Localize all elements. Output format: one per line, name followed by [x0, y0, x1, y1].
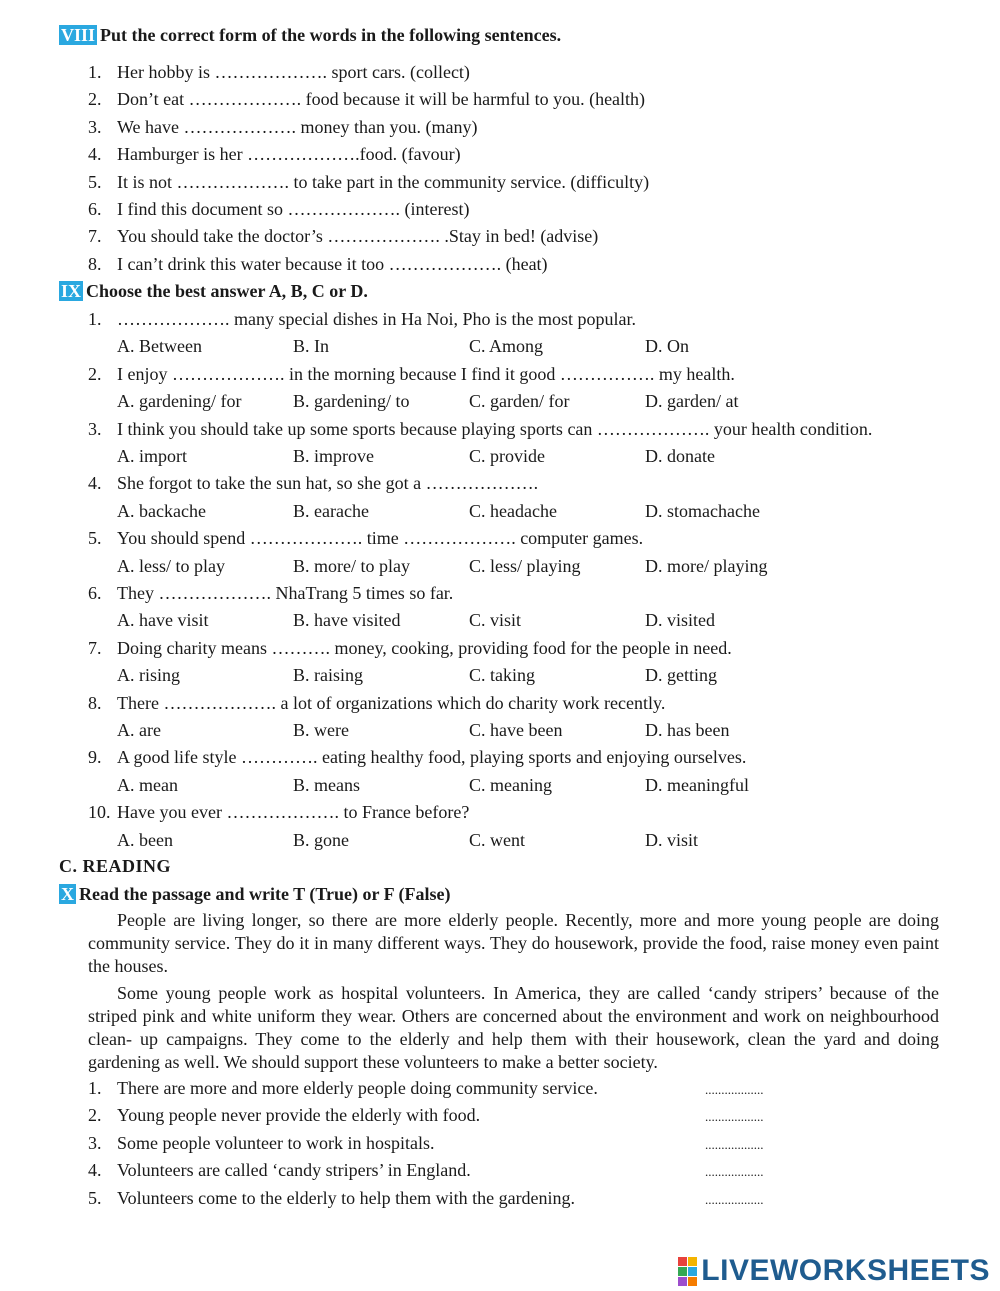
answer-option[interactable]: D. has been [645, 720, 730, 740]
answer-option[interactable]: D. more/ playing [645, 555, 768, 576]
exercise-item [88, 61, 470, 83]
question-text: I think you should take up some sports because playing sports can ………………. your health condition. [117, 418, 873, 439]
section-ix-title: Choose the best answer A, B, C or D. [86, 281, 368, 301]
item-number: 3. [88, 116, 102, 137]
true-false-statement [88, 1104, 480, 1126]
section-ix-badge: IX [61, 281, 82, 301]
liveworksheets-logo [678, 1254, 990, 1288]
question-item [88, 472, 538, 494]
answer-option[interactable]: B. means [293, 774, 360, 795]
exercise-item [88, 225, 598, 247]
passage-paragraph: People are living longer, so there are more elderly people. Recently, more and more young people are doing community service. They do it in many different ways. They do housework, provide the food, raise money even paint the houses. [88, 910, 939, 976]
question-item [88, 637, 732, 659]
question-item [88, 582, 453, 604]
logo-block [678, 1267, 687, 1276]
question-text: You should spend ………………. time ………………. computer games. [117, 528, 644, 549]
question-item [88, 801, 469, 823]
answer-option[interactable]: C. visit [469, 610, 522, 631]
question-item [88, 308, 636, 330]
answer-option[interactable]: C. garden/ for [469, 391, 570, 412]
statement-text: Volunteers come to the elderly to help them with the gardening. [117, 1187, 576, 1208]
answer-option[interactable]: D. On [645, 336, 689, 357]
logo-block [688, 1257, 697, 1266]
question-number: 7. [88, 637, 102, 658]
item-text: I find this document so ………………. (interest) [117, 199, 470, 219]
section-x-header [59, 883, 450, 905]
section-viii-title: Put the correct form of the words in the following sentences. [100, 25, 562, 45]
section-x-title: Read the passage and write T (True) or F (False) [79, 884, 451, 904]
true-false-statement [88, 1077, 598, 1099]
question-item [88, 363, 735, 385]
answer-option[interactable]: A. rising [117, 665, 180, 686]
exercise-item [88, 143, 461, 165]
item-number: 7. [88, 226, 102, 247]
logo-text: LIVEWORKSHEETS [701, 1254, 990, 1287]
logo-block [678, 1277, 687, 1286]
answer-option[interactable]: D. getting [645, 665, 717, 686]
answer-option[interactable]: D. garden/ at [645, 391, 739, 412]
exercise-item [88, 253, 548, 275]
item-number: 1. [88, 62, 102, 82]
question-item [88, 746, 746, 768]
item-text: Hamburger is her ……………….food. (favour) [117, 144, 461, 165]
item-text: I can’t drink this water because it too ………………. (heat) [117, 253, 548, 274]
item-number: 6. [88, 199, 102, 219]
statement-number: 4. [88, 1160, 102, 1181]
statement-text: Volunteers are called ‘candy stripers’ in England. [117, 1160, 471, 1181]
logo-block [688, 1267, 697, 1276]
item-text: It is not ………………. to take part in the community service. (difficulty) [117, 171, 650, 192]
answer-option[interactable]: C. provide [469, 446, 545, 466]
item-number: 8. [88, 253, 102, 274]
exercise-item [88, 88, 645, 110]
question-text: They ………………. NhaTrang 5 times so far. [117, 583, 454, 603]
section-viii-header [59, 24, 561, 46]
statement-number: 5. [88, 1187, 102, 1208]
question-item [88, 527, 643, 549]
true-false-statement [88, 1132, 434, 1154]
question-text: Have you ever ………………. to France before? [117, 802, 470, 823]
statement-number: 3. [88, 1132, 102, 1153]
logo-block [678, 1257, 687, 1266]
answer-option[interactable]: C. Among [469, 336, 544, 357]
answer-option[interactable]: C. went [469, 829, 525, 850]
question-text: There ………………. a lot of organizations which do charity work recently. [117, 692, 666, 713]
question-number: 9. [88, 747, 102, 768]
answer-option[interactable]: B. were [293, 720, 349, 740]
answer-option[interactable]: D. stomachache [645, 500, 760, 521]
exercise-item [88, 116, 477, 138]
question-item [88, 692, 665, 714]
question-text: I enjoy ………………. in the morning because I find it good ……………. my health. [117, 363, 735, 384]
section-c-title: C. READING [59, 856, 172, 876]
item-number: 5. [88, 171, 102, 192]
answer-option[interactable]: D. visit [645, 829, 699, 850]
answer-option[interactable]: B. improve [293, 446, 374, 466]
question-text: A good life style …………. eating healthy food, playing sports and enjoying ourselves. [117, 747, 747, 768]
question-text: Doing charity means ………. money, cooking, providing food for the people in need. [117, 637, 732, 658]
answer-blank[interactable]: .................. [705, 1191, 764, 1207]
logo-blocks-icon [678, 1257, 697, 1286]
question-number: 3. [88, 418, 102, 439]
answer-option[interactable]: B. more/ to play [293, 555, 410, 576]
answer-option[interactable]: C. meaning [469, 774, 552, 795]
answer-option[interactable]: C. taking [469, 665, 535, 686]
answer-option[interactable]: A. gardening/ for [117, 391, 242, 412]
answer-option[interactable]: B. earache [293, 500, 369, 521]
passage-paragraph: Some young people work as hospital volunteers. In America, they are called ‘candy stripers’ because of the striped pink and white uniform they wear. Others are concerned about the environment and work on neighbourhood clean- up campaigns. They come to the elderly and help them with their housework, clean the yard and doing gardening as well. We should support these volunteers to make a better society. [88, 983, 939, 1072]
answer-option[interactable]: A. backache [117, 500, 206, 521]
item-number: 4. [88, 144, 102, 165]
answer-blank[interactable]: .................. [705, 1136, 764, 1152]
question-number: 5. [88, 528, 102, 549]
statement-number: 1. [88, 1078, 102, 1098]
answer-option[interactable]: B. gardening/ to [293, 391, 410, 412]
answer-option[interactable]: A. import [117, 446, 187, 466]
statement-number: 2. [88, 1105, 102, 1126]
item-text: Her hobby is ………………. sport cars. (collect) [117, 62, 470, 82]
question-number: 8. [88, 692, 102, 713]
section-x-badge: X [61, 884, 74, 904]
item-text: You should take the doctor’s ………………. .Stay in bed! (advise) [117, 226, 599, 247]
answer-option[interactable]: D. donate [645, 446, 715, 466]
answer-blank[interactable]: .................. [705, 1082, 764, 1097]
item-text: We have ………………. money than you. (many) [117, 116, 478, 137]
item-text: Don’t eat ………………. food because it will be harmful to you. (health) [117, 89, 646, 110]
section-viii-badge: VIII [61, 25, 96, 45]
statement-text: There are more and more elderly people doing community service. [117, 1078, 598, 1098]
answer-option[interactable]: D. visited [645, 610, 715, 631]
question-text: She forgot to take the sun hat, so she got a ………………. [117, 473, 539, 494]
logo-block [688, 1277, 697, 1286]
answer-option[interactable]: A. mean [117, 774, 178, 795]
answer-option[interactable]: A. have visit [117, 610, 209, 631]
question-item [88, 418, 872, 440]
true-false-statement [88, 1187, 575, 1209]
question-number: 2. [88, 363, 102, 384]
question-text: ………………. many special dishes in Ha Noi, Pho is the most popular. [117, 309, 636, 329]
question-number: 1. [88, 309, 102, 329]
answer-option[interactable]: B. In [293, 336, 329, 357]
answer-option[interactable]: A. been [117, 829, 173, 850]
answer-option[interactable]: C. headache [469, 500, 557, 521]
answer-option[interactable]: B. raising [293, 665, 363, 686]
question-number: 4. [88, 473, 102, 494]
question-number: 6. [88, 583, 102, 603]
item-number: 2. [88, 89, 102, 110]
answer-option[interactable]: D. meaningful [645, 774, 749, 795]
exercise-item [88, 171, 649, 193]
answer-option[interactable]: B. have visited [293, 610, 401, 631]
section-ix-header [59, 280, 368, 302]
answer-option[interactable]: C. have been [469, 720, 563, 740]
question-number: 10. [88, 802, 111, 823]
answer-option[interactable]: A. are [117, 720, 161, 740]
answer-blank[interactable]: .................. [705, 1164, 764, 1180]
statement-text: Young people never provide the elderly with food. [117, 1105, 481, 1126]
answer-blank[interactable]: .................. [705, 1109, 764, 1125]
statement-text: Some people volunteer to work in hospitals. [117, 1132, 435, 1153]
exercise-item [88, 198, 469, 220]
answer-option[interactable]: A. Between [117, 336, 202, 357]
answer-option[interactable]: A. less/ to play [117, 555, 225, 576]
true-false-statement [88, 1159, 471, 1181]
answer-option[interactable]: C. less/ playing [469, 555, 581, 576]
answer-option[interactable]: B. gone [293, 829, 349, 850]
